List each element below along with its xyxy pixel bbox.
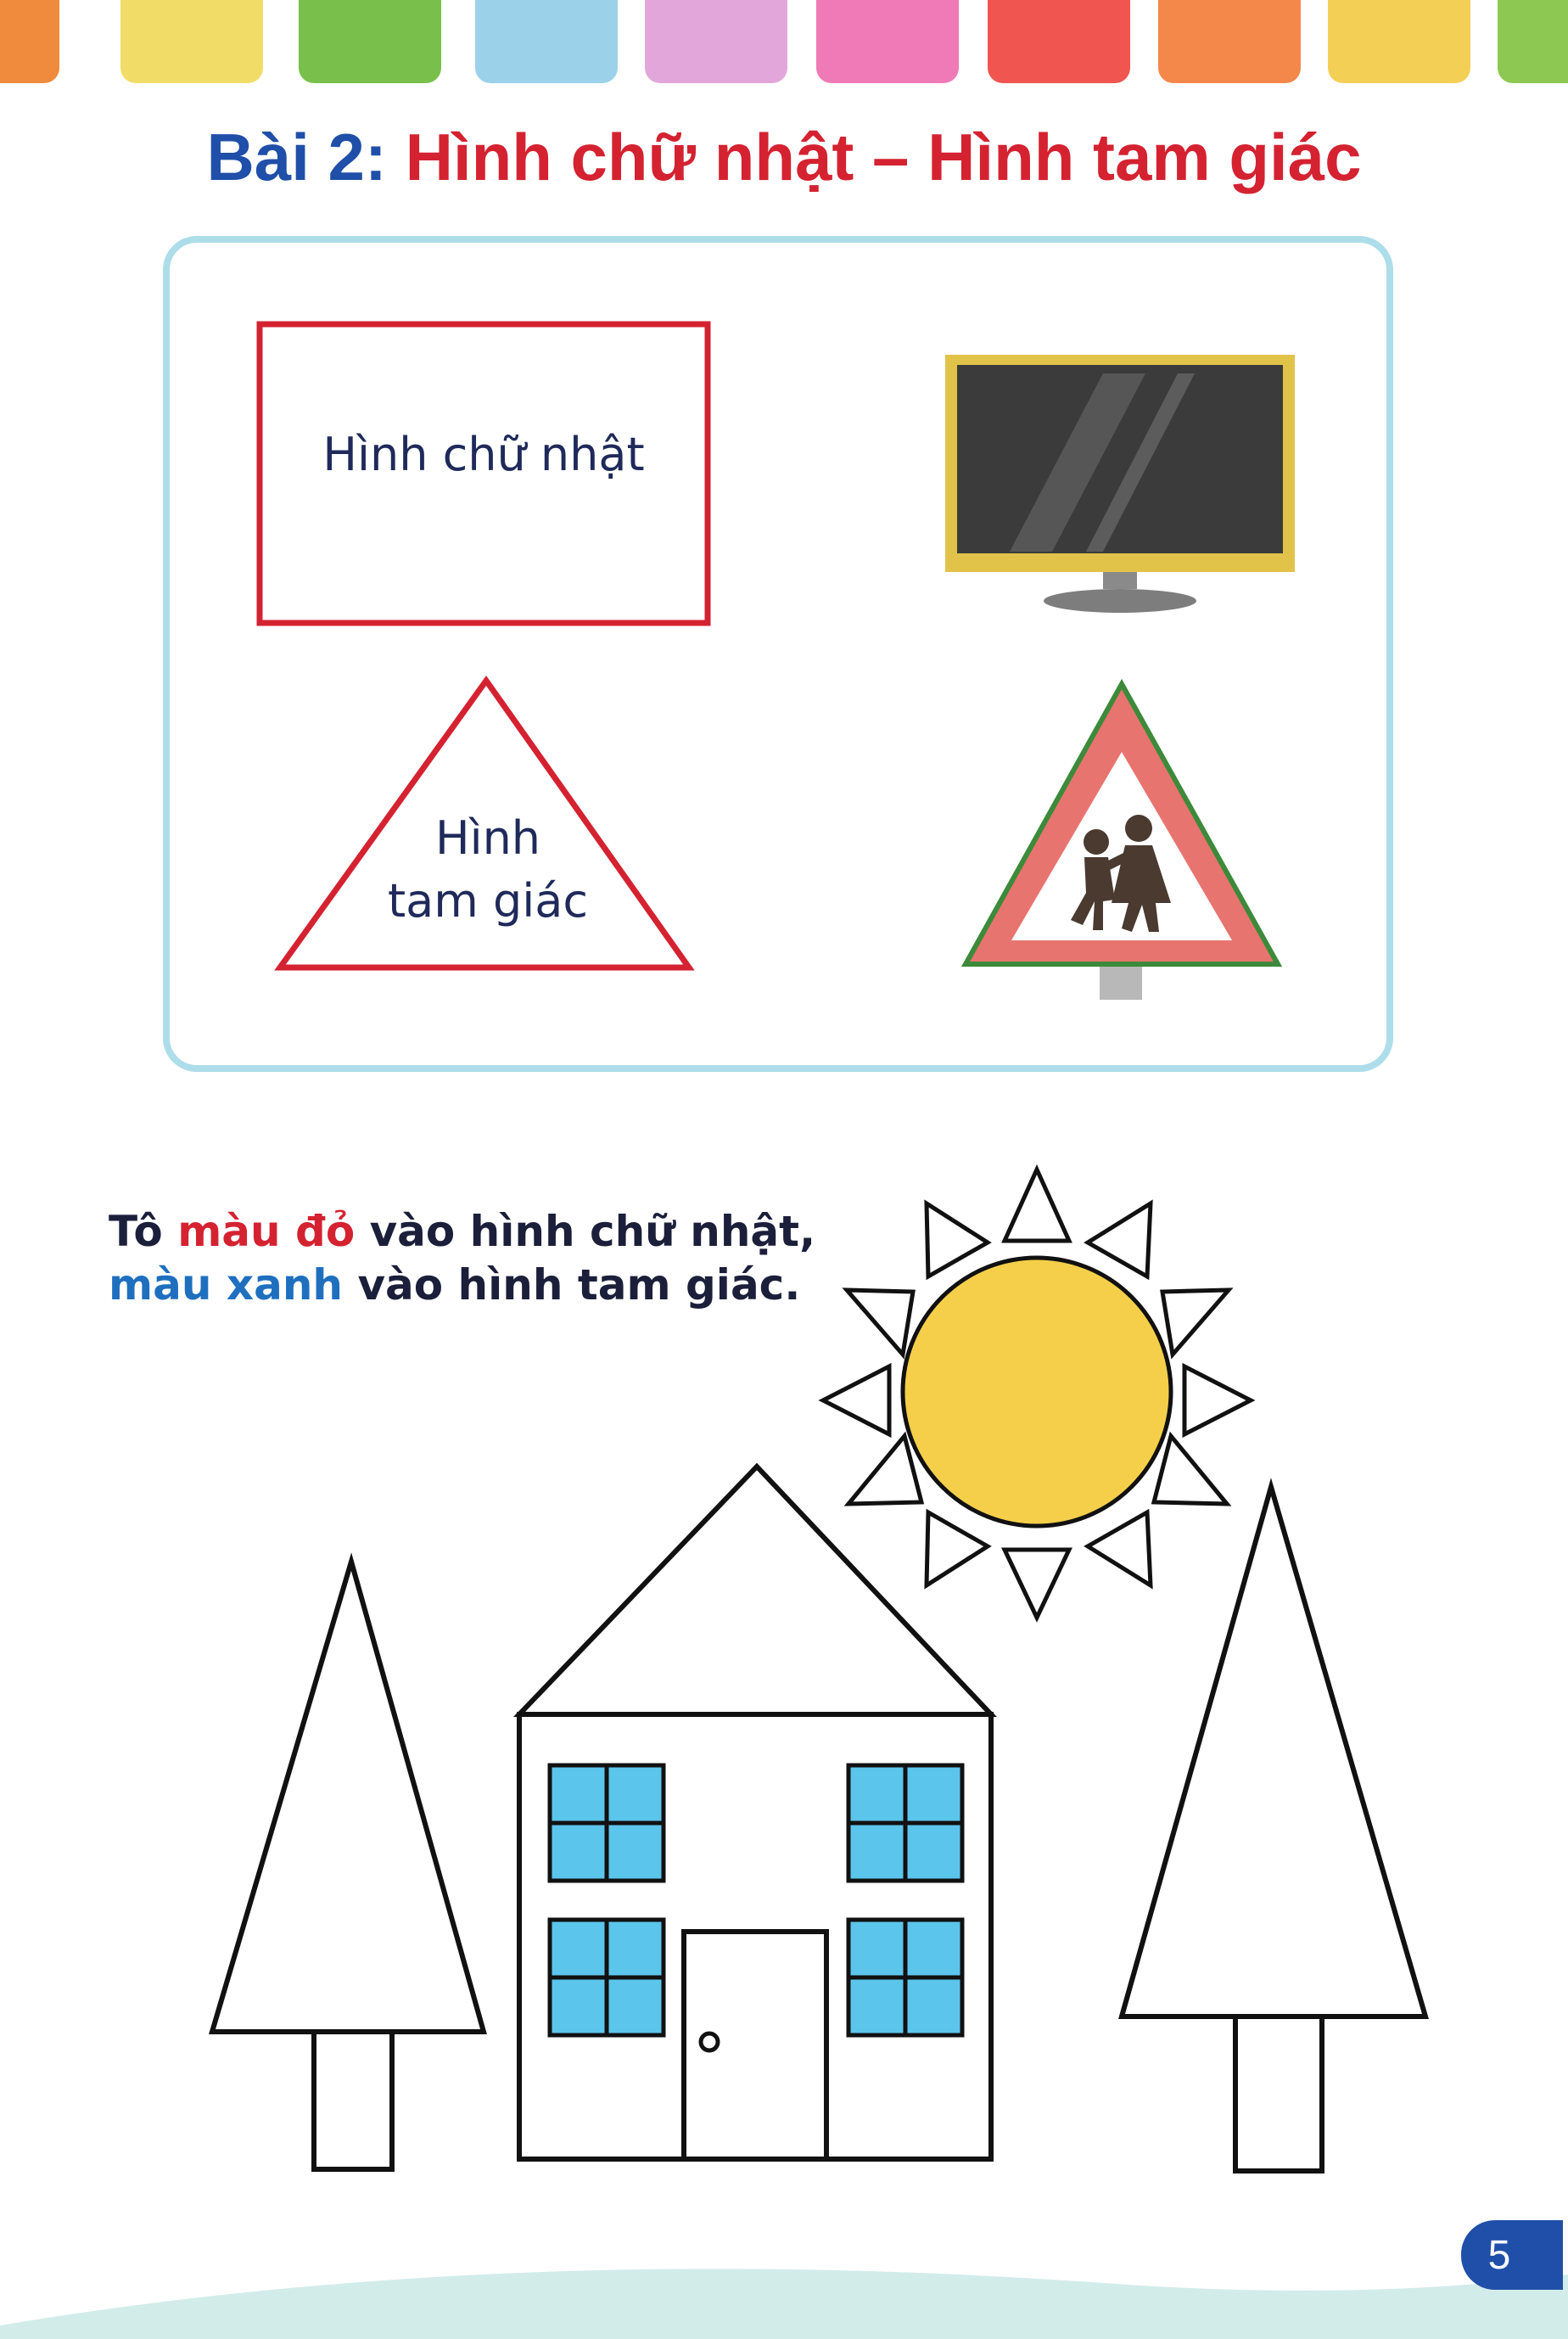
instruction-text: Tô màu đỏ vào hình chữ nhật, màu xanh vào hình tam giác. [109,1207,816,1310]
rectangle-label: Hình chữ nhật [322,428,645,481]
sun-ray-triangle [848,1436,921,1504]
sun-ray-triangle [823,1366,889,1434]
red-color-word: màu đỏ [177,1207,356,1256]
sun-circle [903,1258,1171,1526]
house [519,1467,991,2159]
page-number: 5 [1461,2220,1563,2290]
sun-ray-triangle [1154,1436,1227,1504]
sun-ray-triangle [1005,1170,1069,1241]
tree-trunk-rectangle [314,2032,392,2169]
sun [823,1170,1251,1618]
blue-color-word: màu xanh [109,1259,344,1310]
television-icon [945,355,1295,613]
sun-ray-triangle [1088,1512,1151,1585]
sun-ray-triangle [1162,1290,1229,1355]
lesson-number: Bài 2: [206,120,387,194]
sun-ray-triangle [1184,1366,1251,1434]
sun-ray-triangle [927,1512,988,1585]
triangle-label-line2: tam giác [387,874,589,928]
lesson-title: Hình chữ nhật – Hình tam giác [405,120,1362,194]
sun-ray-triangle [1005,1550,1069,1618]
right-tree [1122,1487,1425,2171]
tree-top-triangle [212,1562,484,2032]
door-knob [701,2033,718,2050]
bottom-wave [0,2269,1568,2339]
school-crossing-sign-icon [966,684,1278,1000]
triangle-label-line1: Hình [434,811,541,865]
tree-top-triangle [1122,1487,1425,2016]
sun-ray-triangle [927,1203,988,1276]
sun-ray-triangle [1088,1203,1151,1276]
left-tree [212,1562,484,2169]
tree-trunk-rectangle [1235,2016,1322,2171]
